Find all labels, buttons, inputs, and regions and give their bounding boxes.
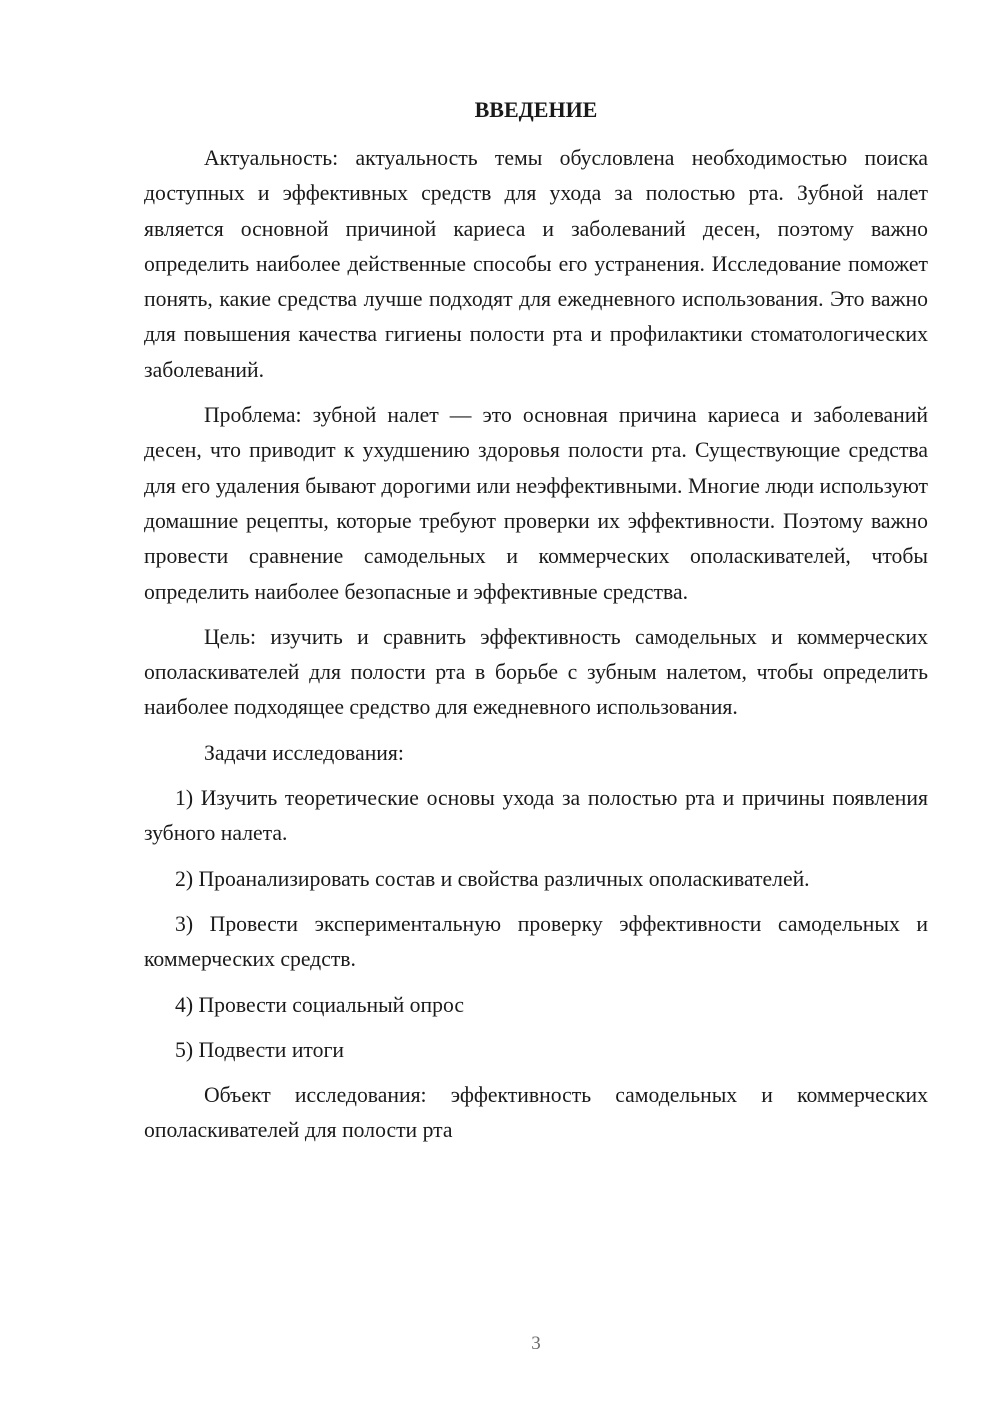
task-item-3: 3) Провести экспериментальную проверку эффективности самодельных и коммерческих средств.	[144, 911, 928, 972]
page-number: 3	[531, 1333, 541, 1354]
paragraph-goal: Цель: изучить и сравнить эффективность самодельных и коммерческих ополаскивателей для полости рта в борьбе с зубным налетом, чтобы определить наиболее подходящее средство для ежедневного использования.	[144, 624, 928, 720]
paragraph-tasks-heading: Задачи исследования:	[204, 740, 404, 765]
document-body	[144, 141, 928, 1159]
task-item-4: 4) Провести социальный опрос	[175, 992, 464, 1017]
task-item-2: 2) Проанализировать состав и свойства различных ополаскивателей.	[175, 866, 810, 891]
task-item-1: 1) Изучить теоретические основы ухода за полостью рта и причины появления зубного налета.	[144, 786, 928, 846]
paragraph-object: Объект исследования: эффективность самодельных и коммерческих ополаскивателей для полости рта	[144, 1083, 928, 1143]
page-title: ВВЕДЕНИЕ	[474, 97, 598, 122]
paragraph-relevance: Актуальность: актуальность темы обусловлена необходимостью поиска доступных и эффективных средств для ухода за полостью рта. Зубной налет является основной причиной кариеса и заболеваний десен, поэтому важно определить наиболее действенные способы его устранения. Исследование поможет понять, какие средства лучше подходят для ежедневного использования. Это важно для повышения качества гигиены полости рта и профилактики стоматологических заболеваний.	[144, 146, 928, 382]
task-item-5: 5) Подвести итоги	[175, 1037, 344, 1062]
paragraph-problem: Проблема: зубной налет — это основная причина кариеса и заболеваний десен, что приводит к ухудшению здоровья полости рта. Существующие средства для его удаления бывают дорогими или неэффективными. Многие люди используют домашние рецепты, которые требуют проверки их эффективности. Поэтому важно провести сравнение самодельных и коммерческих ополаскивателей, чтобы определить наиболее безопасные и эффективные средства.	[144, 403, 928, 604]
